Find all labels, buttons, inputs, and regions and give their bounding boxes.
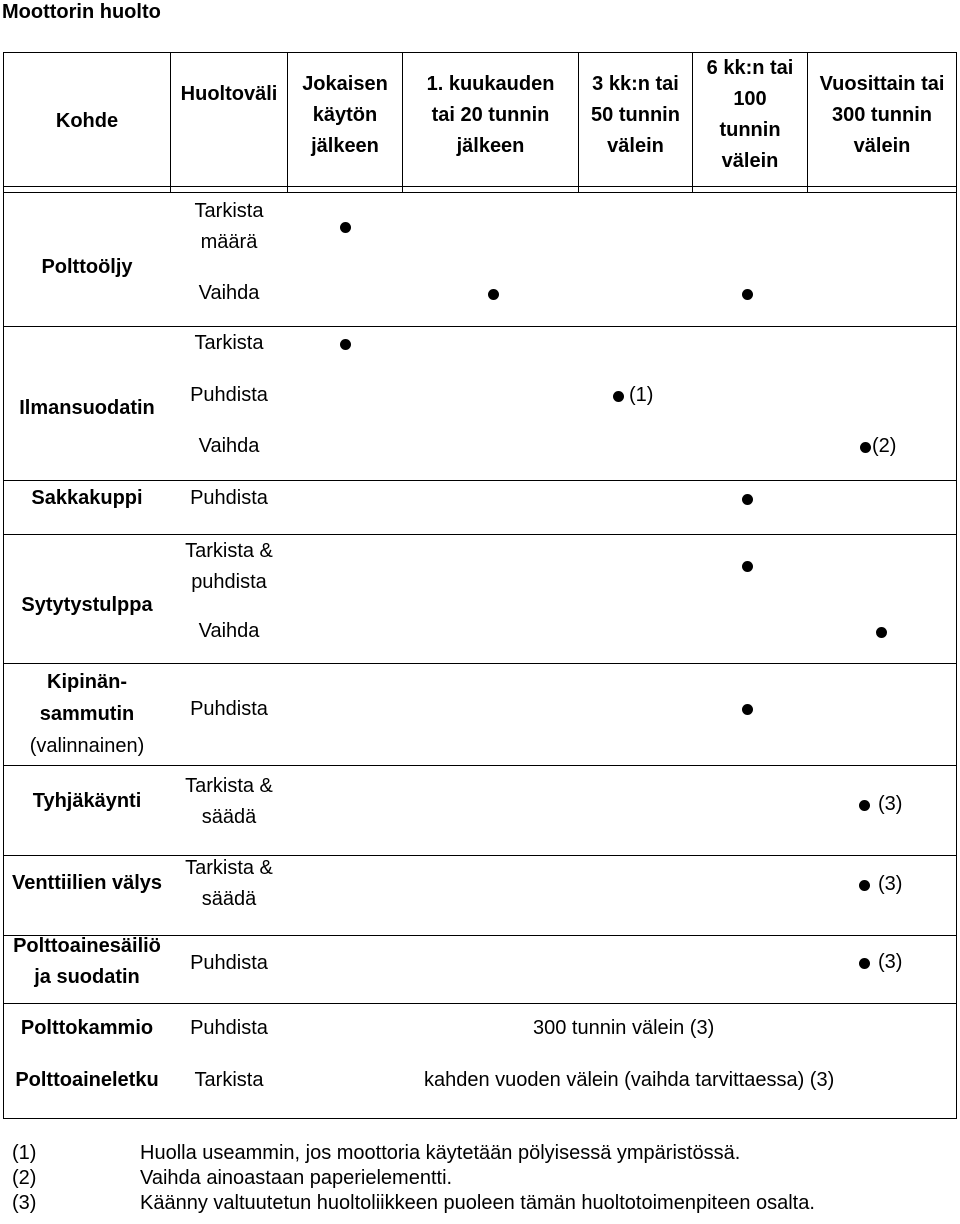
interval-dot [613, 391, 624, 402]
footnote-number: (3) [12, 1192, 37, 1214]
interval-dot [488, 289, 499, 300]
footnote-number: (1) [12, 1142, 37, 1164]
interval-dot [859, 800, 870, 811]
row-item-sakkakuppi: Sakkakuppi [31, 487, 143, 509]
header-interval-3-months: 3 kk:n tai 50 tunnin välein [591, 73, 680, 157]
interval-text: kahden vuoden välein (vaihda tarvittaessa) (3) [424, 1069, 835, 1091]
row-item-polttoaineletku: Polttoaineletku [15, 1069, 159, 1091]
action-puhdista: Puhdista [190, 487, 268, 509]
interval-dot [859, 880, 870, 891]
row-item-venttiilien-valys: Venttiilien välys [11, 872, 163, 894]
footnote-text: Vaihda ainoastaan paperielementti. [140, 1167, 453, 1189]
interval-dot [742, 704, 753, 715]
action-puhdista: Puhdista [190, 952, 268, 974]
row-item-ilmansuodatin: Ilmansuodatin [19, 397, 155, 419]
action-tarkista-puhdista: Tarkista & puhdista [185, 540, 273, 593]
action-vaihda: Vaihda [198, 282, 260, 304]
action-puhdista: Puhdista [190, 1017, 268, 1039]
interval-dot [876, 627, 887, 638]
interval-text: 300 tunnin välein (3) [533, 1017, 715, 1039]
action-tarkista-saada: Tarkista & säädä [185, 775, 273, 828]
interval-dot [340, 222, 351, 233]
header-interval-6-months: 6 kk:n tai 100 tunnin välein [706, 57, 794, 172]
row-item-kipinansammutin: Kipinän- sammutin (valinnainen) [29, 671, 145, 757]
action-tarkista: Tarkista [194, 332, 264, 354]
header-interval-each-use: Jokaisen käytön jälkeen [302, 73, 388, 157]
footnote-ref: (3) [878, 793, 903, 815]
row-item-sytytystulppa: Sytytystulppa [21, 594, 153, 616]
footnote-ref: (2) [872, 435, 897, 457]
interval-dot [859, 958, 870, 969]
footnote-ref: (3) [878, 873, 903, 895]
footnote-ref: (1) [629, 384, 654, 406]
interval-dot [860, 442, 871, 453]
action-vaihda: Vaihda [198, 435, 260, 457]
footnote-text: Käänny valtuutetun huoltoliikkeen puoleen tämän huoltotoimenpiteen osalta. [140, 1192, 815, 1214]
row-item-polttokammio: Polttokammio [20, 1017, 154, 1039]
row-item-polttoainesailio: Polttoainesäiliö ja suodatin [13, 935, 161, 988]
footnote-number: (2) [12, 1167, 37, 1189]
interval-dot [340, 339, 351, 350]
header-interval-yearly: Vuosittain tai 300 tunnin välein [819, 73, 945, 157]
action-vaihda: Vaihda [198, 620, 260, 642]
page-title: Moottorin huolto [2, 1, 161, 23]
action-tarkista-maara: Tarkista määrä [194, 200, 264, 253]
action-tarkista-saada: Tarkista & säädä [185, 857, 273, 910]
interval-dot [742, 561, 753, 572]
row-item-tyhjakaynti: Tyhjäkäynti [32, 790, 142, 812]
header-kohde: Kohde [55, 110, 119, 132]
action-puhdista: Puhdista [190, 698, 268, 720]
header-interval-first-month: 1. kuukauden tai 20 tunnin jälkeen [426, 73, 555, 157]
header-huoltovali: Huoltoväli [180, 83, 278, 105]
interval-dot [742, 289, 753, 300]
footnote-ref: (3) [878, 951, 903, 973]
interval-dot [742, 494, 753, 505]
action-puhdista: Puhdista [190, 384, 268, 406]
row-item-polttooljy: Polttoöljy [41, 256, 133, 278]
action-tarkista: Tarkista [194, 1069, 264, 1091]
footnote-text: Huolla useammin, jos moottoria käytetään pölyisessä ympäristössä. [140, 1142, 741, 1164]
